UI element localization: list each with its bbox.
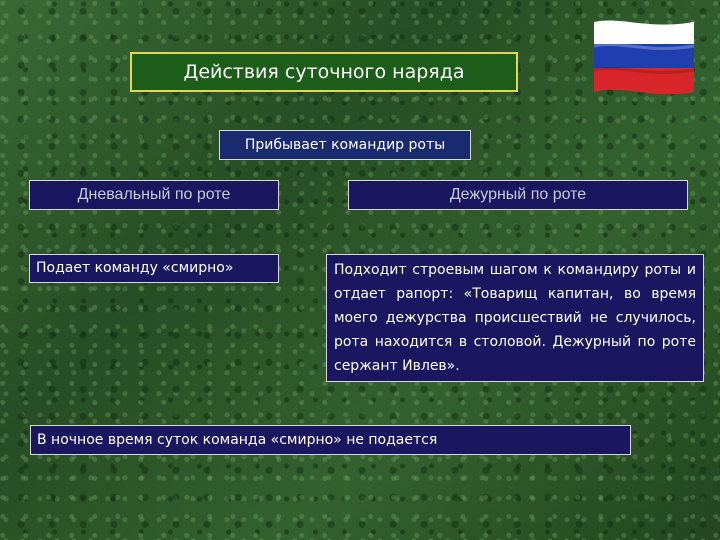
night-note-box: В ночное время суток команда «смирно» не подается — [30, 425, 631, 455]
orderly-action-box: Подает команду «смирно» — [29, 254, 279, 283]
arrival-box: Прибывает командир роты — [219, 130, 471, 160]
orderly-header: Дневальный по роте — [29, 180, 279, 210]
duty-officer-header: Дежурный по роте — [348, 180, 688, 210]
slide-title: Действия суточного наряда — [130, 52, 518, 92]
duty-officer-report-box: Подходит строевым шагом к командиру роты и отдает рапорт: «Товарищ капитан, во время моего дежурства происшествий не случилось, рота находится в столовой. Дежурный по роте сержант Ивлев». — [326, 254, 704, 382]
russian-flag-icon — [590, 16, 698, 96]
